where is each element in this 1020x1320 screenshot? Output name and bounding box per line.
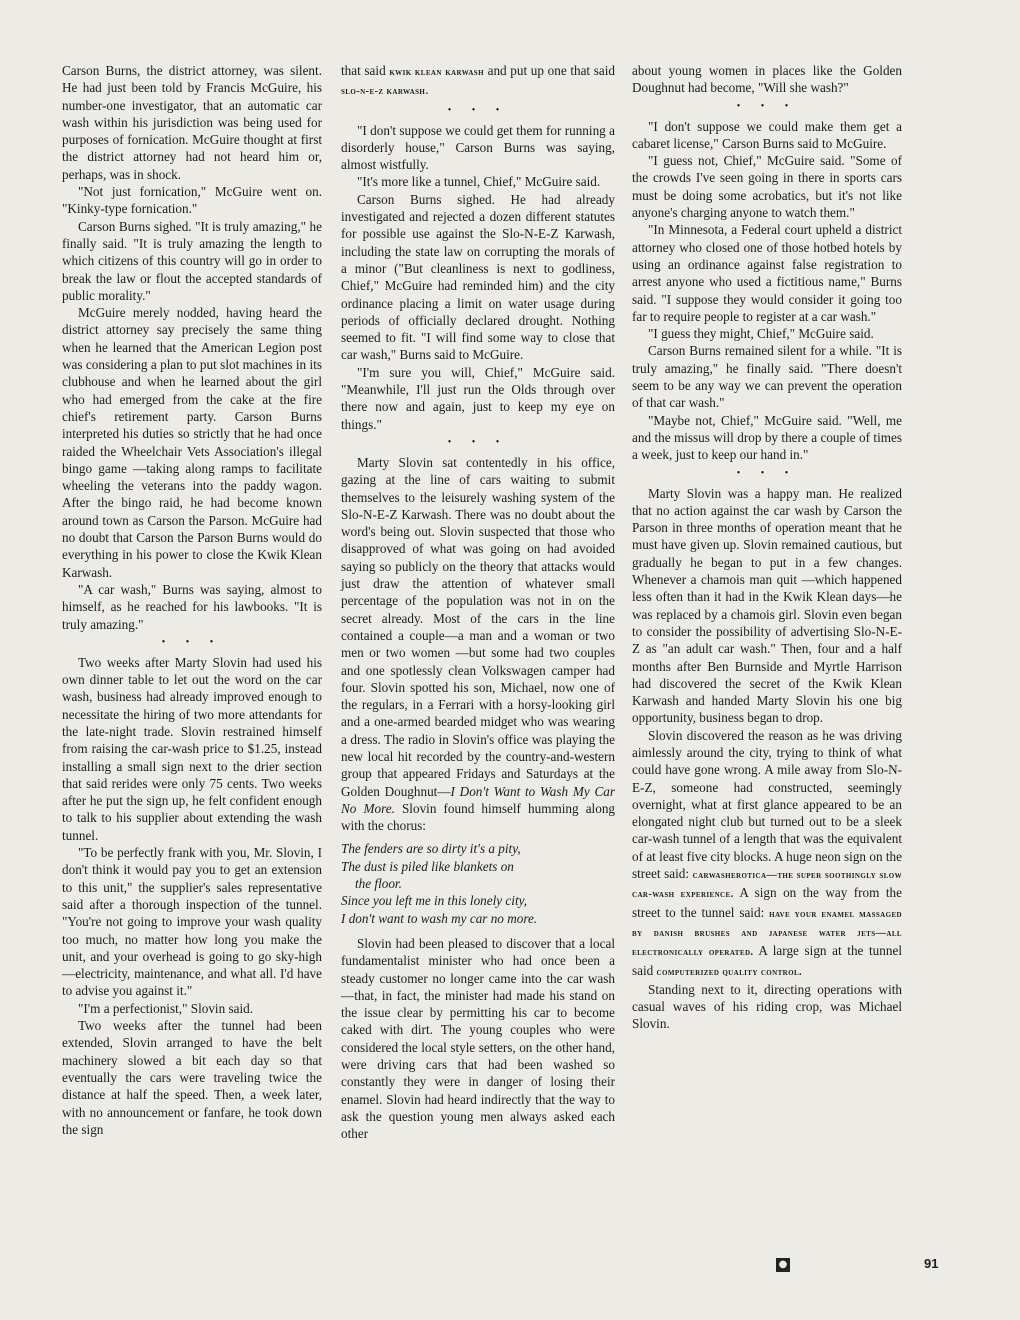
lyric-line: the floor. xyxy=(355,876,402,892)
text-run: . xyxy=(425,82,429,98)
text-run: A large sign at the tunnel said xyxy=(632,943,902,978)
section-break: • • • xyxy=(161,636,223,648)
lyric-line: I don't want to wash my car no more. xyxy=(341,910,538,926)
lyric-line: The fenders are so dirty it's a pity, xyxy=(341,841,521,857)
paragraph: "I guess not, Chief," McGuire said. "Some of the crowds I've seen going in there in sports cars must be doing some acrobatics, but it's not like anyone's charging anyone to watch them." xyxy=(632,153,902,221)
lyric-line: The dust is piled like blankets on xyxy=(341,858,514,874)
paragraph: "I guess they might, Chief," McGuire said. xyxy=(648,326,874,342)
section-break: • • • xyxy=(736,100,798,112)
paragraph xyxy=(341,454,615,835)
text-run: A sign on the way from the street to the tunnel said: xyxy=(632,885,902,920)
article-column-2 xyxy=(341,62,615,1143)
paragraph: "I don't suppose we could get them for running a disorderly house," Carson Burns was saying, almost wistfully. xyxy=(341,122,615,173)
paragraph: "Not just fornication," McGuire went on. "Kinky-type fornication." xyxy=(62,184,322,217)
article-column-1 xyxy=(62,62,322,1138)
paragraph xyxy=(632,727,902,981)
paragraph: Carson Burns, the district attorney, was silent. He had just been told by Francis McGuire, his number-one investigator, that an automatic car wash within his jurisdiction was being used for purposes of fornication. McGuire thought at first the district attorney had not heard him or, perhaps, was in shock. xyxy=(62,63,322,182)
sign-text: slo-n-e-z karwash xyxy=(341,86,426,98)
paragraph: Carson Burns sighed. He had already investigated and rejected a dozen different statutes for possible use against the Slo-N-E-Z Karwash, including the state law on corrupting the morals of a minor ("But cleanliness is next to godliness, Chief," McGuire had reminded him) and the city ordinance placing a limit on water usage during periods of officially declared drought. Nothing seemed to fit. "I will find some way to close that car wash," Burns said to McGuire. xyxy=(341,191,615,363)
sign-text: kwik klean karwash xyxy=(389,67,484,78)
article-column-3 xyxy=(632,62,902,1033)
paragraph: Carson Burns remained silent for a while. "It is truly amazing," he finally said. "There doesn't seem to be any way we can prevent the operation of that car wash." xyxy=(632,343,902,411)
text-run: Slovin discovered the reason as he was driving aimlessly around the city, trying to think of what could have gone wrong. A mile away from Slo-N-E-Z, someone had constructed, seemingly overnight, what at first glance appeared to be an elongated night club but turned out to be a sleek car-wash tunnel of a length that was the equivalent of at least five city blocks. A huge neon sign on the street said: xyxy=(632,727,902,882)
rabbit-head-logo-icon: ● xyxy=(776,1258,790,1272)
lyric-line: Since you left me in this lonely city, xyxy=(341,893,528,909)
song-lyrics xyxy=(341,840,615,926)
paragraph: "I'm sure you will, Chief," McGuire said. "Meanwhile, I'll just run the Olds through over there now and again, just to keep my eye on things." xyxy=(341,364,615,432)
section-break: • • • xyxy=(736,467,798,479)
paragraph: about young women in places like the Golden Doughnut had become, "Will she wash?" xyxy=(632,63,902,96)
paragraph: Standing next to it, directing operations with casual waves of his riding crop, was Michael Slovin. xyxy=(632,981,902,1032)
paragraph: Marty Slovin was a happy man. He realized that no action against the car wash by Carson the Parson in three months of operation meant that he must have given up. Slovin remained cautious, but gradually he began to put in a few changes. Whenever a chamois man quit —which happened less often than it had in the Kwik Klean days—he was replaced by a chamois girl. Slovin even began to consider the possibility of advertising Slo-N-E-Z as "an adult car wash." Then, four and a half months after Ben Burnside and Myrtle Harrison had discovered the secret of the Kwik Klean Karwash and handed Marty Slovin his one big opportunity, business began to drop. xyxy=(632,485,902,726)
section-break: • • • xyxy=(447,104,509,116)
page-number: 91 xyxy=(924,1256,939,1271)
paragraph: Two weeks after Marty Slovin had used his own dinner table to let out the word on the car wash, business had already improved enough to necessitate the hiring of two more attendants for the late-night trade. Slovin restrained himself from raising the car-wash price to $1.25, instead installing a small sign next to the drier section that said rerides were only 75 cents. Two weeks after he put the sign up, he felt confident enough to talk to his supplier about extending the wash tunnel. xyxy=(62,654,322,843)
paragraph: Carson Burns sighed. "It is truly amazing," he finally said. "It is truly amazing the length to which citizens of this country will go in order to break the law or flout the accepted standards of public morality." xyxy=(62,218,322,303)
paragraph: "Maybe not, Chief," McGuire said. "Well, me and the missus will drop by there a couple of times a week, just to keep our hand in." xyxy=(632,412,902,463)
paragraph: McGuire merely nodded, having heard the district attorney say precisely the same thing when he learned that the American Legion post was considering a plan to put slot machines in its clubhouse and when he learned about the girl who had emerged from the cake at the fire chief's retirement party. Carson Burns interpreted his duties so strictly that he had once raided the Wheelchair Vets Association's illegal bingo game —taking along ramps to facilitate wheeling the veterans into the paddy wagon. After the bingo raid, he had become known around town as Carson the Parson. McGuire had no doubt that Carson the Parson Burns would do everything in his power to close the Kwik Klean Karwash. xyxy=(62,305,322,580)
sign-text: computerized quality control. xyxy=(656,966,803,978)
song-title: I Don't Want to Wash My Car No More. xyxy=(341,783,615,816)
section-break: • • • xyxy=(447,436,509,448)
paragraph: "To be perfectly frank with you, Mr. Slovin, I don't think it would pay you to get an extension to this unit," the supplier's sales representative said after a thorough inspection of the tunnel. "You're not going to improve your wash quality too much, no matter how long you make the unit, and your overhead is going to go sky-high—electricity, maintenance, and what all. I'd have to advise you against it." xyxy=(62,845,322,999)
paragraph: Two weeks after the tunnel had been extended, Slovin arranged to have the belt machinery slowed a bit each day so that eventually the cars were traveling twice the distance at half the speed. Then, a week later, with no announcement or fanfare, he took down the sign xyxy=(62,1018,322,1137)
paragraph: "A car wash," Burns was saying, almost to himself, as he reached for his lawbooks. "It is truly amazing." xyxy=(62,581,322,632)
paragraph: "It's more like a tunnel, Chief," McGuire said. xyxy=(357,174,601,190)
text-run: Slovin found himself humming along with the chorus: xyxy=(341,800,616,834)
sign-text: have your enamel massaged by danish brushes and japanese water jets—all electronically operated. xyxy=(632,908,902,959)
text-run: Marty Slovin sat contentedly in his office, gazing at the line of cars waiting to submit themselves to the leisurely washing system of the Slo-N-E-Z Karwash. There was no doubt about the word's being out. Slovin suspected that those who disapproved of what was going on had avoided saying so publicly on the theory that attacks would just draw the attention of whatever small percentage of the population was not in on the secret already. Most of the cars in the line contained a couple—a man and a woman or two men or two women —but some had two couples and one spotlessly clean Volkswagen camper had four. Slovin spotted his son, Michael, now one of the regulars, in a Ferrari with a horsy-looking girl and a one-armed bearded midget who was wearing a dress. The radio in Slovin's office was playing the new local hit recorded by the country-and-western group that appeared Fridays and Saturdays at the Golden Doughnut— xyxy=(341,454,615,799)
sign-text: carwasherotica—the super soothingly slow car-wash experience. xyxy=(632,870,902,901)
paragraph xyxy=(341,62,615,101)
text-run: and put up one that said xyxy=(483,63,615,78)
paragraph: "I don't suppose we could make them get a cabaret license," Carson Burns said to McGuire. xyxy=(632,118,902,151)
text-run: that said xyxy=(341,63,390,78)
paragraph: Slovin had been pleased to discover that a local fundamentalist minister who had once been a steady customer no longer came into the car wash—that, in fact, the minister had made his stand on the issue clear by permitting his car to become caked with dirt. The young couples who were considered the local style setters, on the other hand, were driving cars that had been washed so constantly they were in danger of losing their enamel. Slovin had heard indirectly that the way to ask the question young men always asked each other xyxy=(341,935,615,1142)
paragraph: "I'm a perfectionist," Slovin said. xyxy=(78,1000,254,1016)
paragraph: "In Minnesota, a Federal court upheld a district attorney who closed one of those hotbed hotels by using an ordinance against false registration to arrest anyone who used a fictitious name," Burns said. "I suppose they would consider it going too far to require people to register at a car wash." xyxy=(632,222,902,324)
